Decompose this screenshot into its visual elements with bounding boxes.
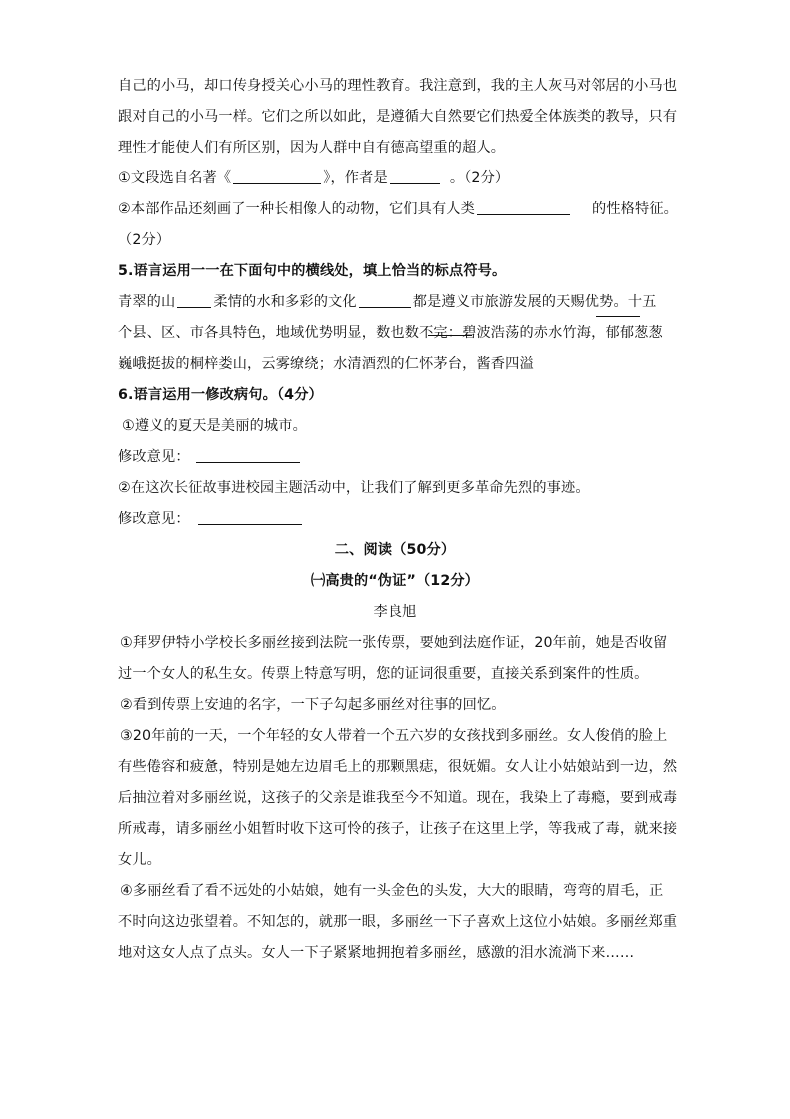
q4-sub2-suffix: 的性格特征。 — [591, 201, 679, 217]
paragraph-4-line-1: ④多丽丝看了看不远处的小姑娘，她有一头金色的头发，大大的眼睛，弯弯的眉毛，正 — [120, 883, 664, 899]
q4-sub2-score: （2分） — [118, 232, 171, 248]
paragraph-3-line-3: 后抽泣着对多丽丝说，这孩子的父亲是谁我至今不知道。现在，我染上了毒瘾，要到戒毒 — [118, 790, 678, 806]
paragraph-1-line-1: ①拜罗伊特小学校长多丽丝接到法院一张传票，要她到法庭作证，20年前，她是否收留 — [120, 635, 668, 651]
q6-sentence-1: ①遵义的夏天是美丽的城市。 — [122, 418, 307, 434]
author-blank[interactable] — [390, 173, 440, 184]
punct-blank-1[interactable] — [177, 297, 211, 308]
book-title-blank[interactable] — [233, 173, 321, 184]
paragraph-3-line-5: 女儿。 — [118, 852, 162, 868]
passage-line-2: 跟对自己的小马一样。它们之所以如此，是遵循大自然要它们热爱全体族类的教导，只有 — [118, 109, 678, 125]
q6-title: 6.语言运用一修改病句。（4分） — [118, 387, 323, 403]
q4-sub1 — [118, 168, 509, 188]
q5-line-3: 巍峨挺拔的桐梓娄山，云雾缭绕；水清酒烈的仁怀茅台，酱香四溢 — [118, 356, 534, 372]
q6-answer-1 — [118, 447, 302, 467]
q5-line1-c: 都是遵义市旅游发展的天赐优势。十五 — [412, 294, 657, 310]
q6-answer-2 — [118, 509, 304, 529]
paragraph-4-line-2: 不时向这边张望着。不知怎的，就那一眼，多丽丝一下子喜欢上这位小姑娘。多丽丝郑重 — [118, 914, 678, 930]
paragraph-3-line-4: 所戒毒，请多丽丝小姐暂时收下这可怜的孩子，让孩子在这里上学，等我戒了毒，就来接 — [118, 821, 678, 837]
q4-sub1-prefix: ①文段选自名著《 — [118, 170, 232, 186]
paragraph-1-line-2: 过一个女人的私生女。传票上特意写明，您的证词很重要，直接关系到案件的性质。 — [118, 666, 649, 682]
article-title: ㈠高贵的“伪证”（12分） — [310, 573, 480, 589]
q5-line1-a: 青翠的山 — [118, 294, 176, 310]
revision-blank-2[interactable] — [198, 514, 302, 525]
passage-line-3: 理性才能使人们有所区别，因为人群中自有德高望重的超人。 — [118, 140, 506, 156]
revision-blank-1[interactable] — [196, 452, 300, 463]
paragraph-3-line-1: ③20年前的一天，一个年轻的女人带着一个五六岁的女孩找到多丽丝。女人俊俏的脸上 — [120, 728, 668, 744]
punct-blank-4[interactable] — [596, 316, 640, 317]
q6-label-1: 修改意见： — [118, 449, 190, 465]
punct-blank-3[interactable] — [428, 335, 472, 336]
q4-sub2-prefix: ②本部作品还刻画了一种长相像人的动物，它们具有人类 — [118, 201, 475, 217]
q6-sentence-2: ②在这次长征故事进校园主题活动中，让我们了解到更多革命先烈的事迹。 — [118, 480, 590, 496]
trait-blank[interactable] — [477, 204, 570, 215]
q5-line-1 — [118, 292, 657, 312]
paragraph-4-line-3: 地对这女人点了点头。女人一下子紧紧地拥抱着多丽丝，感激的泪水流淌下来…… — [118, 945, 635, 961]
article-author: 李良旭 — [373, 604, 417, 620]
punct-blank-2[interactable] — [359, 297, 411, 308]
reading-section-title: 二、阅读（50分） — [334, 542, 456, 558]
passage-line-1: 自己的小马，却口传身授关心小马的理性教育。我注意到，我的主人灰马对邻居的小马也 — [118, 78, 678, 94]
paragraph-3-line-2: 有些倦容和疲惫，特别是她左边眉毛上的那颗黑痣，很妩媚。女人让小姑娘站到一边，然 — [118, 759, 678, 775]
q4-sub1-score: 。（2分） — [449, 170, 510, 186]
q4-sub2 — [118, 199, 678, 219]
q5-title: 5.语言运用一一在下面句中的横线处，填上恰当的标点符号。 — [118, 263, 507, 279]
q6-label-2: 修改意见： — [118, 511, 190, 527]
paragraph-2-line-1: ②看到传票上安迪的名字，一下子勾起多丽丝对往事的回忆。 — [120, 697, 506, 713]
q4-sub1-middle: 》，作者是 — [323, 170, 388, 186]
q5-line1-b: 柔情的水和多彩的文化 — [213, 294, 357, 310]
q5-line-2: 个县、区、市各具特色，地域优势明显，数也数不完：碧波浩荡的赤水竹海，郁郁葱葱 — [118, 325, 663, 341]
